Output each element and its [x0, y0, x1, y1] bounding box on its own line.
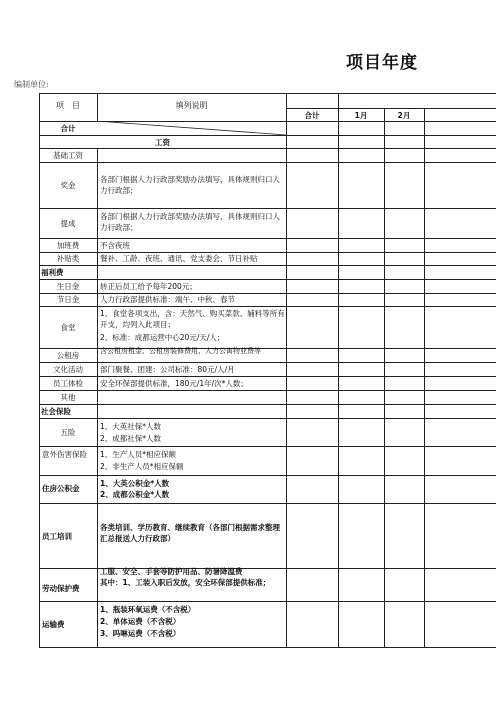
row-commission-desc: 各部门根据人力行政部奖励办法填写，具体规则归口人力行政部； [100, 212, 280, 232]
grid-line [39, 93, 496, 94]
grid-line [39, 362, 496, 363]
row-other-label: 其他 [60, 393, 76, 402]
row-housing-desc-1: 1、大英公积金*人数 [100, 479, 170, 488]
row-festival-label: 节日金 [56, 295, 80, 304]
row-physical-label: 员工体检 [53, 379, 83, 388]
grid-line [39, 475, 496, 476]
row-commission-label: 提成 [60, 219, 76, 228]
grid-line [39, 135, 496, 136]
row-housing-desc-2: 2、成都公积金*人数 [100, 490, 170, 499]
header-desc: 填列说明 [175, 101, 208, 110]
grid-line [39, 279, 496, 280]
grid-line [286, 108, 496, 109]
row-insurance5-desc-2: 2、成都社保*人数 [100, 434, 162, 443]
row-injury-desc-1: 1、生产人员*相应保额 [100, 450, 177, 459]
diagonal-line [97, 121, 286, 135]
row-overtime-desc: 不含夜班 [100, 241, 130, 250]
row-protect-desc-2: 其中：1、工装入职后发放，安全环保部提供标准； [100, 578, 271, 587]
grid-line [97, 148, 98, 647]
row-protect-desc-1: 工服、安全、手套等防护用品、防暑降温费 [100, 567, 243, 576]
grid-line [424, 108, 425, 647]
grid-line [39, 404, 496, 405]
row-culture-desc: 部门聚餐、团建：公司标准：80元/人/月 [100, 365, 235, 374]
row-training-desc: 各类培训、学历教育、继续教育（各部门根据需求整理汇总报送人力行政部） [100, 523, 280, 543]
row-training-label: 员工培训 [42, 532, 72, 541]
grid-line [39, 503, 496, 504]
row-bonus-label: 奖金 [60, 181, 76, 190]
row-injury-desc-2: 2、非生产人员*相应保额 [100, 462, 184, 471]
row-rent-desc: 含公租房租金、公租房装修费用、人力公寓物业费等 [100, 347, 261, 355]
grid-line [39, 647, 496, 648]
section-wage: 工资 [155, 138, 170, 147]
grid-line [384, 108, 385, 647]
row-base-label: 基础工资 [53, 151, 83, 160]
grid-line [39, 390, 496, 391]
grid-line [39, 148, 496, 149]
row-rent-label: 公租房 [56, 351, 80, 360]
row-allowance-label: 补贴类 [56, 254, 80, 263]
grid-line [338, 93, 339, 647]
unit-label: 编制单位: [14, 80, 49, 89]
row-insurance5-label: 五险 [60, 428, 76, 437]
row-overtime-label: 加班费 [56, 241, 80, 250]
grid-line [39, 208, 496, 209]
header-month-1: 1月 [354, 111, 368, 120]
header-total: 合计 [304, 111, 320, 120]
row-allowance-desc: 餐补、工龄、夜班、通讯、党支委会、节日补贴 [100, 254, 258, 263]
row-transport-desc-1: 1、瓶装环氧运费（不含税） [100, 605, 196, 614]
header-item: 项 目 [56, 101, 80, 110]
grid-line [39, 306, 496, 307]
row-total-label: 合计 [60, 124, 76, 133]
grid-line [39, 601, 496, 602]
row-protect-label: 劳动保护费 [42, 584, 80, 593]
grid-line [39, 162, 496, 163]
section-social: 社会保险 [41, 407, 71, 416]
row-festival-desc: 人力行政部提供标准：端午、中秋、春节 [100, 295, 235, 304]
row-physical-desc: 安全环保部提供标准，180元/1年/次*人数； [100, 379, 248, 388]
row-transport-desc-2: 2、单体运费（不含税） [100, 617, 181, 626]
row-canteen-label: 食堂 [60, 323, 76, 332]
row-canteen-desc-2: 2、标准：成都运营中心20元/天/人； [100, 333, 225, 342]
row-transport-desc-3: 3、吗啉运费（不含税） [100, 629, 181, 638]
row-housing-label: 住房公积金 [42, 484, 80, 493]
row-bonus-desc: 各部门根据人力行政部奖励办法填写，具体规则归口人力行政部； [100, 175, 280, 195]
grid-line [39, 376, 496, 377]
page-title: 项目年度 [346, 53, 418, 73]
row-insurance5-desc-1: 1、大英社保*人数 [100, 422, 162, 431]
row-culture-label: 文化活动 [53, 365, 83, 374]
grid-line [39, 238, 496, 239]
grid-line [39, 265, 496, 266]
section-welfare: 福利费 [41, 268, 64, 277]
header-month-2: 2月 [397, 111, 411, 120]
row-canteen-desc-1: 1、食堂各项支出，含：天然气、购买菜款、辅料等所有开支，均列入此项目； [100, 309, 285, 329]
row-transport-label: 运输费 [42, 620, 65, 629]
grid-line [39, 446, 496, 447]
grid-line [286, 93, 287, 647]
row-injury-label: 意外伤害保险 [42, 450, 87, 459]
row-birthday-desc: 转正后员工给予每年200元； [100, 282, 197, 291]
row-birthday-label: 生日金 [56, 282, 80, 291]
grid-line [39, 418, 496, 419]
